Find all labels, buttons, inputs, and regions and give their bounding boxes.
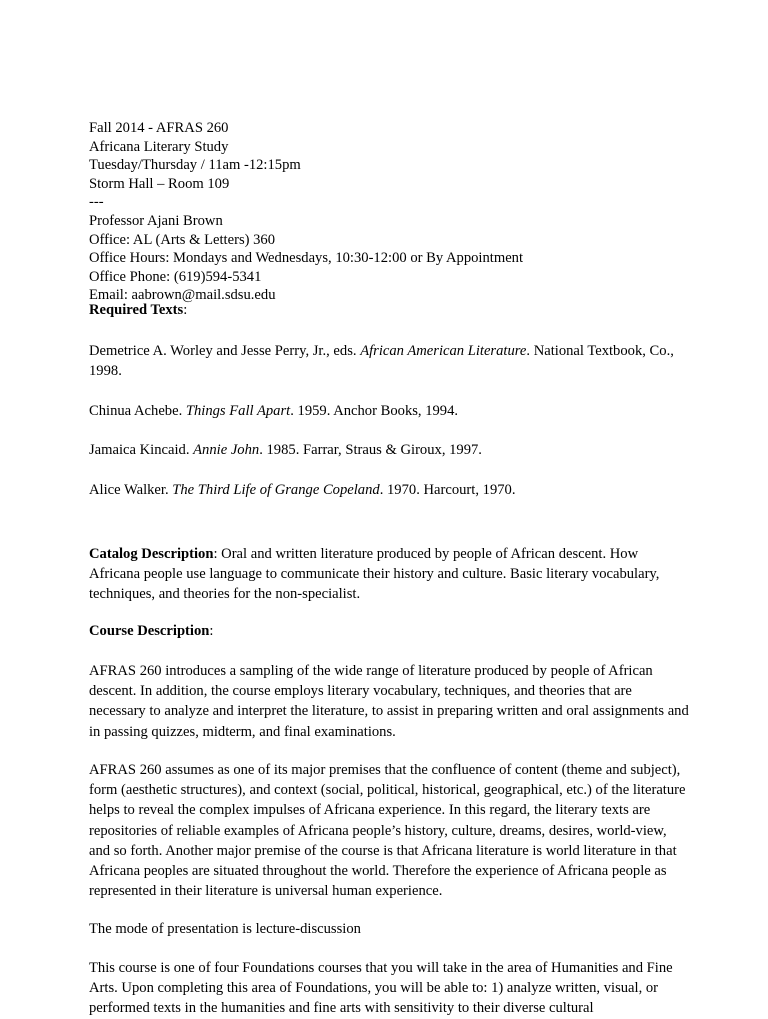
required-text-1-publisher: . National Textbook, Co., 1998.: [89, 343, 674, 380]
required-text-2-author: Chinua Achebe.: [89, 403, 186, 419]
presentation-mode: The mode of presentation is lecture-discussion: [89, 921, 361, 937]
header-line-office-phone: Office Phone: (619)594-5341: [89, 268, 262, 285]
required-text-3: [89, 440, 689, 460]
course-description-paragraph-2: AFRAS 260 assumes as one of its major premises that the confluence of content (theme and subject), form (aesthetic structures), and context (social, political, historical, geographical, etc.) of the literature helps to reveal the complex impulses of Africana experience. In this regard, the literary texts are repositories of reliable examples of Africana people’s history, culture, dreams, desires, world-view, and so forth. Another major premise of the course is that Africana literature is world literature in that Africana peoples are situated throughout the world. Therefore the experience of Africana people as represented in their literature is universal human experience.: [89, 762, 686, 900]
required-texts-colon: :: [183, 302, 188, 318]
header-line-term: Fall 2014 - AFRAS 260: [89, 120, 229, 136]
course-description-heading: [89, 622, 689, 641]
header-line-office-hours: Office Hours: Mondays and Wednesdays, 10:30-12:00 or By Appointment: [89, 250, 524, 267]
required-text-2: [89, 401, 689, 421]
required-text-3-publisher: . 1985. Farrar, Straus & Giroux, 1997.: [259, 442, 482, 458]
catalog-description: [89, 544, 689, 605]
required-text-1-title: African American Literature: [360, 343, 527, 359]
header-line-room: Storm Hall – Room 109: [89, 175, 230, 192]
required-text-3-title: Annie John: [193, 442, 260, 458]
header-line-office: Office: AL (Arts & Letters) 360: [89, 231, 276, 248]
header-line-email: Email: aabrown@mail.sdsu.edu: [89, 287, 276, 304]
header-line-separator: ---: [89, 194, 104, 211]
required-text-1-authors: Demetrice A. Worley and Jesse Perry, Jr., eds.: [89, 343, 361, 359]
required-texts-label: Required Texts: [89, 302, 184, 318]
header-line-professor: Professor Ajani Brown: [89, 212, 223, 229]
foundations-paragraph: This course is one of four Foundations courses that you will take in the area of Humanities and Fine Arts. Upon completing this area of Foundations, you will be able to: 1) analyze written, visual, or performed texts in the humanities and fine arts with sensitivity to their diverse cultural: [89, 960, 673, 1017]
catalog-description-label: Catalog Description: [89, 546, 214, 562]
required-text-2-publisher: . 1959. Anchor Books, 1994.: [290, 403, 459, 419]
required-text-4-publisher: . 1970. Harcourt, 1970.: [379, 482, 516, 498]
course-description-paragraph-1: AFRAS 260 introduces a sampling of the wide range of literature produced by people of African descent. In addition, the course employs literary vocabulary, techniques, and theories that are necessary to analyze and interpret the literature, to assist in preparing written and oral assignments and in passing quizzes, midterm, and final examinations.: [89, 663, 689, 740]
required-text-3-author: Jamaica Kincaid.: [89, 442, 194, 458]
required-text-2-title: Things Fall Apart: [185, 403, 291, 419]
required-text-4-title: The Third Life of Grange Copeland: [172, 482, 380, 498]
course-description-colon: :: [209, 623, 214, 639]
header-line-course-title: Africana Literary Study: [89, 138, 229, 155]
course-header: [89, 119, 689, 305]
course-description-label: Course Description: [89, 623, 210, 639]
catalog-description-text: : Oral and written literature produced by people of African descent. How Africana people use language to communicate their history and culture. Basic literary vocabulary, techniques, and theories for the non-specialist.: [89, 546, 660, 603]
required-texts-heading: [89, 301, 689, 320]
header-line-schedule: Tuesday/Thursday / 11am -12:15pm: [89, 157, 301, 174]
required-text-1: [89, 341, 689, 381]
required-text-4-author: Alice Walker.: [89, 482, 173, 498]
required-text-4: [89, 480, 689, 500]
